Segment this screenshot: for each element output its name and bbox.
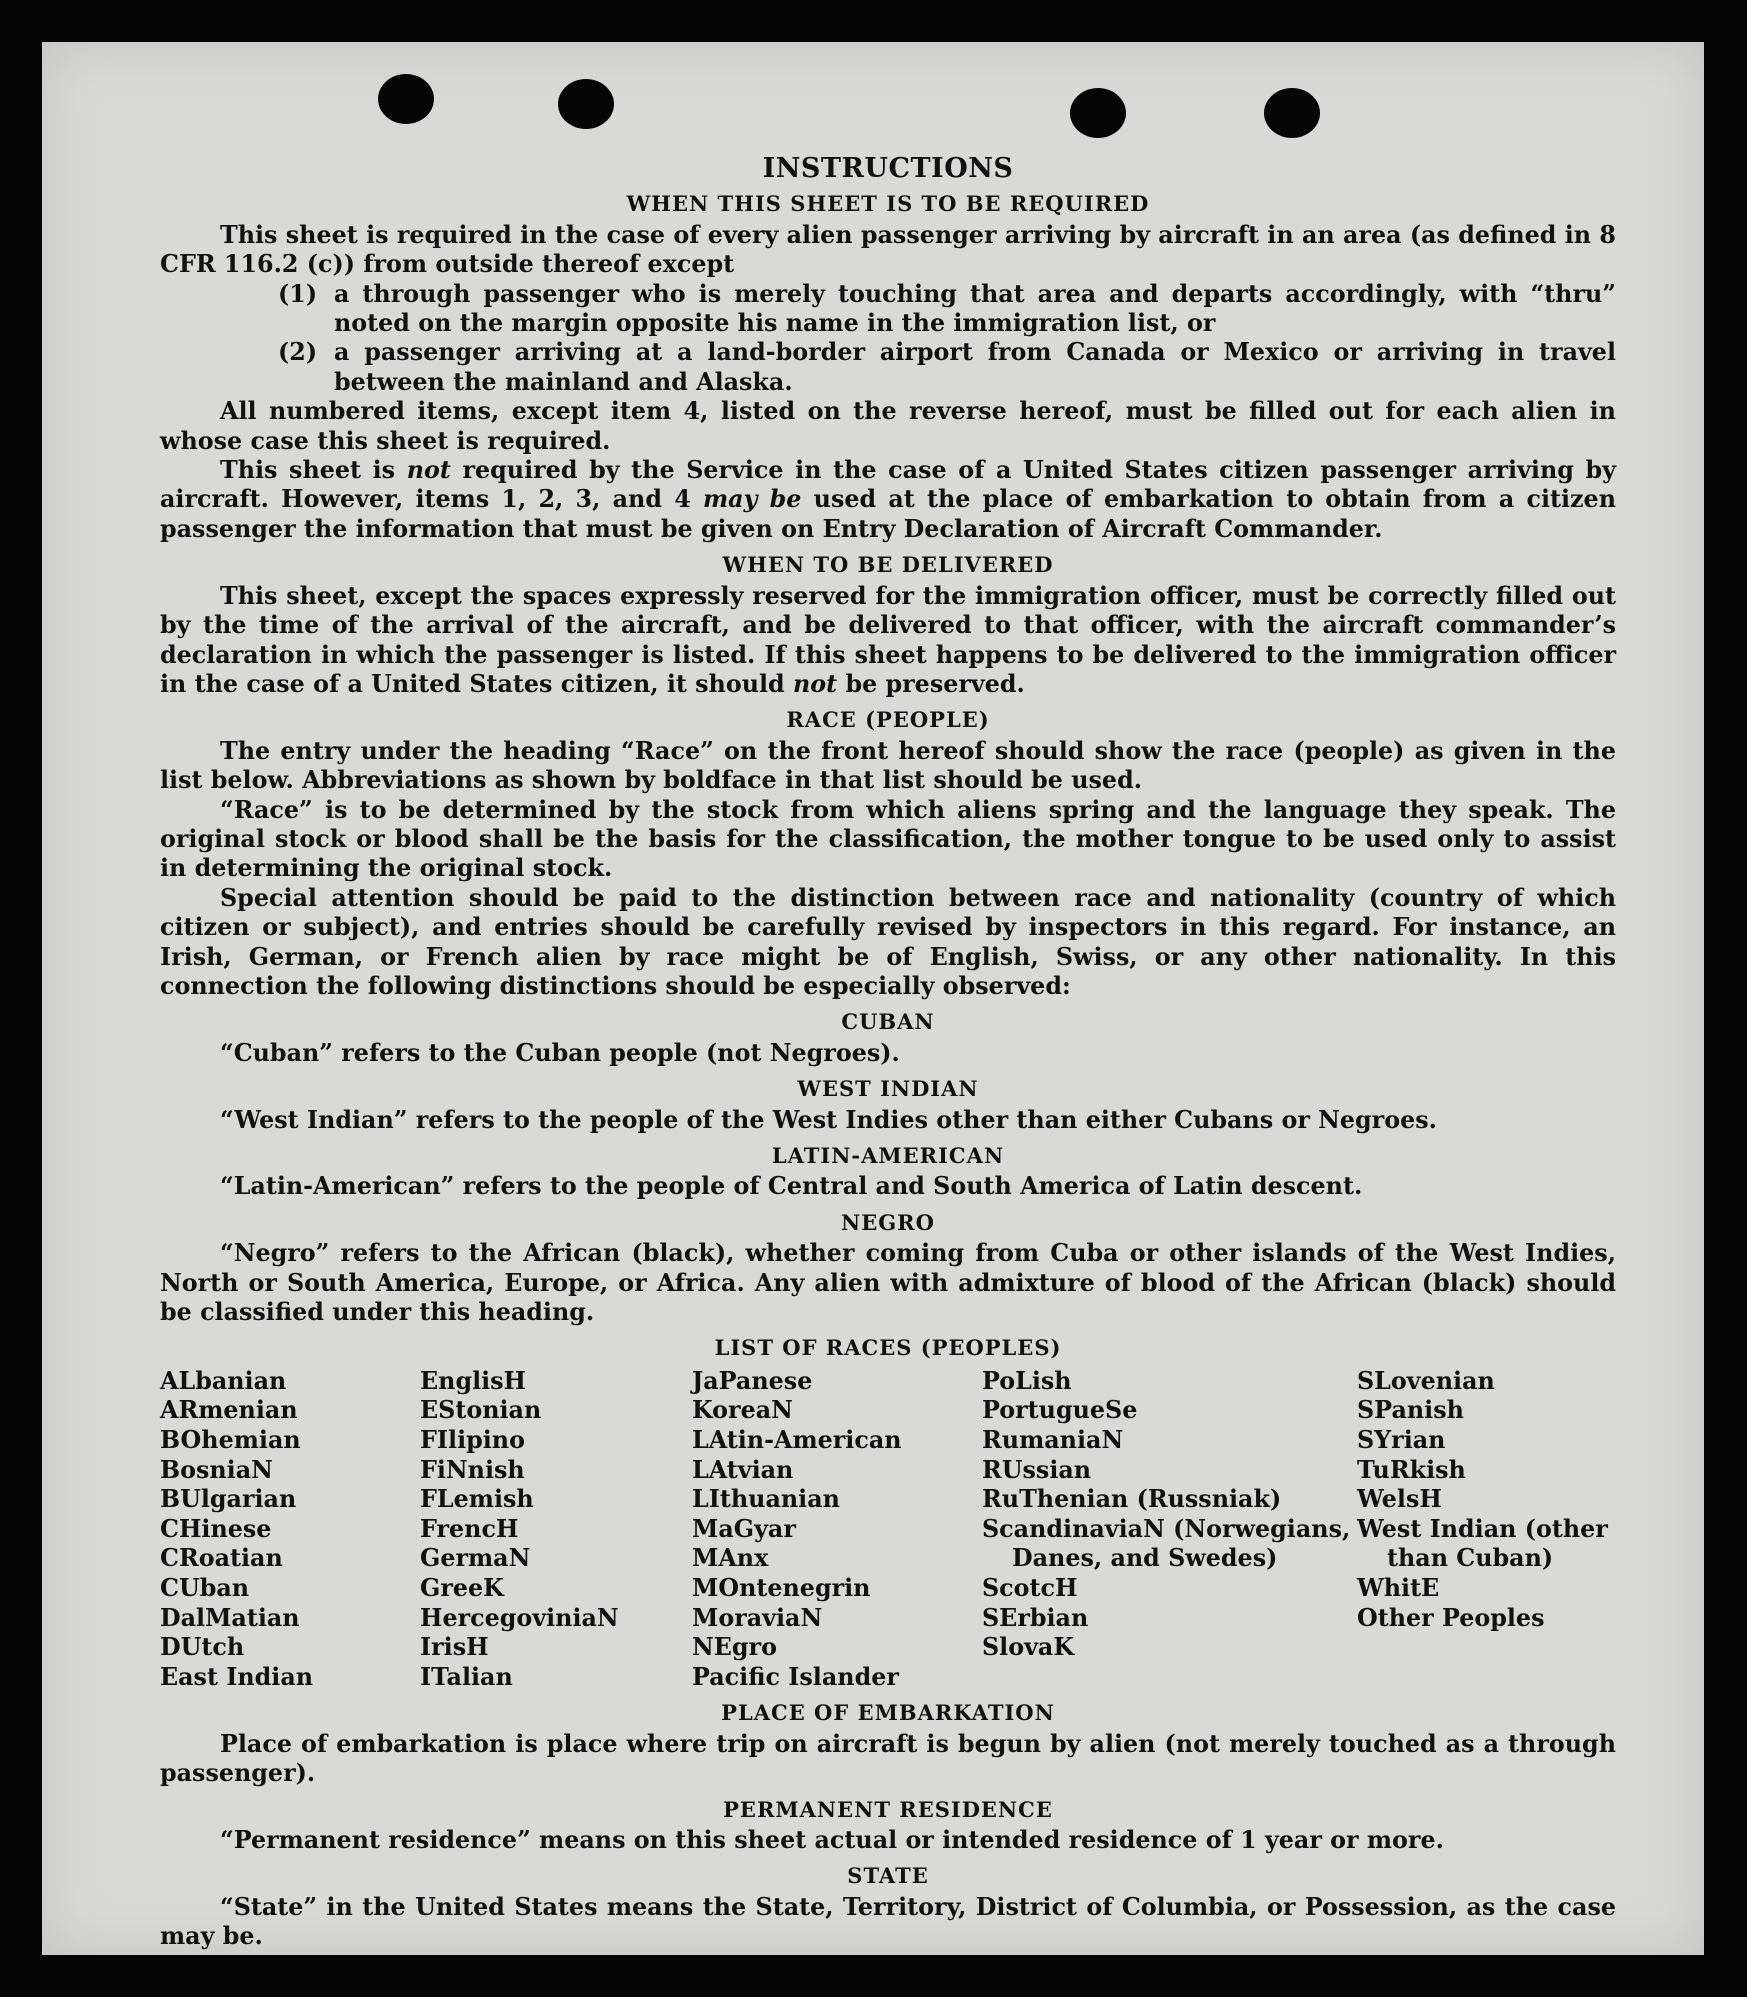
race-entry: WelsH (1357, 1485, 1442, 1514)
race-entry: SErbian (982, 1603, 1089, 1632)
state-paragraph: “State” in the United States means the State, Territory, District of Columbia, or Possession, as the case may be. (160, 1892, 1616, 1951)
citizen-text-c: used at the place of embarkation to obtain from a citizen passenger the information that must be given on Entry Declaration of Aircraft Commander. (160, 485, 1616, 543)
race-entry: WhitE (1357, 1574, 1440, 1602)
heading-latin-american: LATIN-AMERICAN (771, 1143, 1005, 1168)
race-entry: RUssian (982, 1455, 1092, 1484)
race-entry: FLemish (420, 1485, 534, 1514)
heading-state: STATE (847, 1863, 929, 1889)
race-entry: Pacific Islander (692, 1662, 899, 1691)
race-entry: BUlgarian (160, 1485, 297, 1514)
heading-required: WHEN THIS SHEET IS TO BE REQUIRED (626, 191, 1150, 217)
exception-number: (1) (278, 279, 318, 308)
race-entry: ScandinaviaN (Norwegians, Danes, and Swedes) (982, 1514, 1351, 1573)
race-entry: ITalian (420, 1662, 513, 1691)
race-entry: BOhemian (160, 1426, 301, 1455)
heading-race: RACE (PEOPLE) (786, 707, 990, 733)
race-entry: West Indian (other than Cuban) (1357, 1514, 1608, 1573)
delivered-not: not (792, 669, 838, 698)
exception-text: a through passenger who is merely touching that area and departs accordingly, with “thru” noted on the margin opposite his name in the immigration list, or (334, 279, 1616, 338)
exception-item (278, 338, 1616, 397)
race-entry: East Indian (160, 1662, 314, 1691)
citizen-paragraph (160, 456, 1616, 544)
race-entry: ScotcH (982, 1574, 1078, 1602)
races-column (420, 1367, 692, 1693)
race-entry: Other Peoples (1357, 1603, 1545, 1632)
exception-text: a passenger arriving at a land-border airport from Canada or Mexico or arriving in travel between the mainland and Alaska. (334, 338, 1616, 396)
race-entry: EStonian (420, 1396, 542, 1425)
race-entry: SLovenian (1357, 1366, 1495, 1395)
residence-paragraph: “Permanent residence” means on this sheet actual or intended residence of 1 year or more. (220, 1826, 1444, 1854)
citizen-text-a: This sheet is (220, 456, 407, 485)
race-entry: PortugueSe (982, 1396, 1138, 1425)
race-entry: MAnx (692, 1544, 769, 1573)
delivered-paragraph (160, 582, 1616, 700)
heading-cuban: CUBAN (841, 1009, 935, 1035)
race-entry: FiNnish (420, 1455, 525, 1484)
instructions-body (160, 114, 1616, 1952)
race-paragraph-2: “Race” is to be determined by the stock from which aliens spring and the language they speak. The original stock or blood shall be the basis for the classification, the mother tongue to be used only to assist in determining the original stock. (160, 795, 1616, 883)
race-entry: KoreaN (692, 1396, 793, 1425)
race-entry: LAtvian (692, 1455, 794, 1484)
heading-list-of-races: LIST OF RACES (PEOPLES) (714, 1335, 1062, 1361)
exception-item (278, 280, 1616, 339)
page-title: INSTRUCTIONS (762, 153, 1014, 184)
race-entry: ARmenian (160, 1396, 298, 1425)
race-entry: CRoatian (160, 1544, 283, 1573)
race-entry: ALbanian (160, 1366, 287, 1395)
race-entry: MaGyar (692, 1514, 796, 1543)
race-entry: EnglisH (420, 1366, 527, 1395)
race-entry: GreeK (420, 1574, 504, 1602)
race-entry: LIthuanian (692, 1485, 840, 1514)
negro-paragraph: “Negro” refers to the African (black), whether coming from Cuba or other islands of the West Indies, North or South America, Europe, or Africa. Any alien with admixture of blood of the African (black) should be classified under this heading. (160, 1239, 1616, 1327)
race-entry: GermaN (420, 1544, 531, 1573)
cuban-paragraph: “Cuban” refers to the Cuban people (not Negroes). (220, 1038, 900, 1067)
heading-west-indian: WEST INDIAN (797, 1076, 979, 1102)
race-entry: SPanish (1357, 1396, 1464, 1425)
citizen-not: not (406, 456, 451, 485)
races-column (1357, 1367, 1616, 1693)
race-entry: PoLish (982, 1366, 1072, 1395)
race-entry: MoraviaN (692, 1603, 823, 1632)
race-entry: HercegoviniaN (420, 1603, 619, 1632)
race-paragraph-1: The entry under the heading “Race” on the front hereof should show the race (people) as given in the list below. Abbreviations as shown by boldface in that list should be used. (160, 736, 1616, 795)
heading-delivered: WHEN TO BE DELIVERED (722, 552, 1054, 578)
race-entry: RumaniaN (982, 1426, 1124, 1455)
race-entry: CUban (160, 1574, 250, 1602)
race-entry: BosniaN (160, 1455, 273, 1484)
race-entry: RuThenian (Russniak) (982, 1485, 1282, 1514)
race-entry: FIlipino (420, 1426, 525, 1455)
race-entry: FrencH (420, 1514, 519, 1543)
race-entry: JaPanese (692, 1366, 813, 1395)
citizen-maybe: may be (703, 485, 802, 514)
citizen-text-b: required by the Service in the case of a United States citizen passenger arriving by aircraft. However, items 1, 2, 3, and 4 (160, 456, 1616, 514)
race-entry: LAtin-American (692, 1426, 902, 1455)
numbered-items-paragraph: All numbered items, except item 4, listed on the reverse hereof, must be filled out for each alien in whose case this sheet is required. (160, 397, 1616, 455)
races-column (982, 1367, 1357, 1693)
heading-residence: PERMANENT RESIDENCE (723, 1796, 1053, 1822)
heading-embarkation: PLACE OF EMBARKATION (721, 1700, 1055, 1726)
race-entry: CHinese (160, 1514, 272, 1543)
required-intro: This sheet is required in the case of every alien passenger arriving by aircraft in an area (as defined in 8 CFR 116.2 (c)) from outside thereof except (160, 220, 1616, 279)
race-entry: TuRkish (1357, 1455, 1466, 1484)
races-column (692, 1367, 982, 1693)
race-entry: IrisH (420, 1633, 489, 1662)
race-entry: SYrian (1357, 1426, 1446, 1455)
document-sheet (42, 42, 1704, 1955)
race-entry: MOntenegrin (692, 1574, 871, 1602)
races-list (160, 1367, 1616, 1693)
west-indian-paragraph: “West Indian” refers to the people of the West Indies other than either Cubans or Negroes. (220, 1105, 1437, 1134)
race-entry: DalMatian (160, 1603, 300, 1632)
latin-american-paragraph: “Latin-American” refers to the people of Central and South America of Latin descent. (220, 1172, 1363, 1201)
race-entry: DUtch (160, 1633, 245, 1662)
delivered-text-b: be preserved. (837, 669, 1025, 698)
race-entry: NEgro (692, 1633, 777, 1662)
delivered-text-a: This sheet, except the spaces expressly reserved for the immigration officer, must be correctly filled out by the time of the arrival of the aircraft, and be delivered to that officer, with the aircraft commander’s declaration in which the passenger is listed. If this sheet happens to be delivered to the immigration officer in the case of a United States citizen, it should (160, 581, 1616, 698)
race-paragraph-3: Special attention should be paid to the distinction between race and nationality (country of which citizen or subject), and entries should be carefully revised by inspectors in this regard. For instance, an Irish, German, or French alien by race might be of English, Swiss, or any other nationality. In this connection the following distinctions should be especially observed: (160, 883, 1616, 1000)
exception-number: (2) (278, 338, 318, 367)
races-column (160, 1367, 420, 1693)
heading-negro: NEGRO (841, 1209, 935, 1235)
race-entry: SlovaK (982, 1633, 1075, 1662)
embarkation-paragraph: Place of embarkation is place where trip on aircraft is begun by alien (not merely touched as a through passenger). (160, 1729, 1616, 1788)
